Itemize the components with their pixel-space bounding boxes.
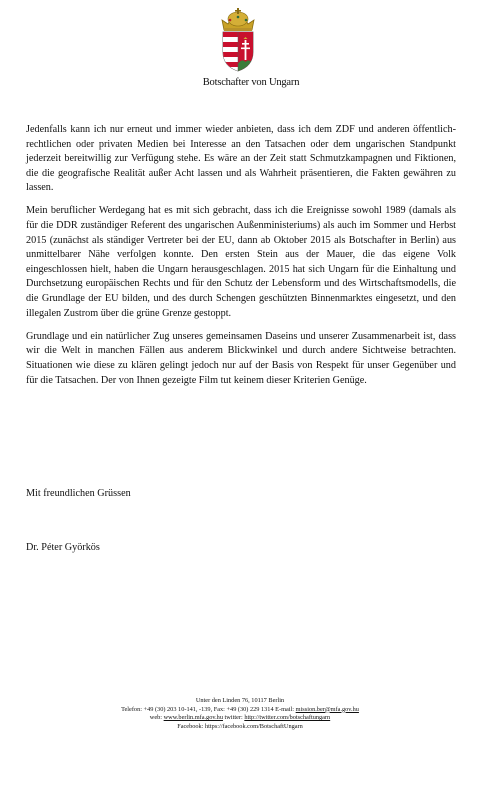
footer-twitter-label: twitter: — [222, 714, 245, 722]
footer — [0, 697, 480, 731]
footer-address: Unter den Linden 76, 10117 Berlin — [195, 697, 285, 704]
closing: Mit freundlichen Grüssen — [26, 488, 131, 499]
footer-email-link[interactable]: mission.ber@mfa.gov.hu — [295, 705, 359, 713]
footer-web-link[interactable]: www.berlin.mfa.gov.hu — [163, 714, 223, 722]
letter-body — [26, 123, 456, 397]
hungarian-coat-of-arms-icon — [216, 8, 260, 72]
signature: Dr. Péter Györkös — [26, 542, 100, 553]
footer-web-label: web: — [149, 714, 164, 722]
footer-contact — [0, 706, 480, 715]
footer-facebook: Facebook: https://facebook.com/BotschaftUngarn — [177, 722, 303, 730]
footer-web — [0, 714, 480, 723]
footer-phone-fax: Telefon: +49 (30) 203 10-141, -139, Fax: +49 (30) 229 1314 E-mail: — [121, 705, 296, 713]
paragraph-2: Mein beruflicher Werdegang hat es mit sich gebracht, dass ich die Ereignisse sowohl 1989 (damals als für die DDR zuständiger Referent des ungarischen Außenministeriums) als auch im Sommer und Herbst 2015 (zunächst als ständiger Vertreter bei der EU, dann ab Oktober 2015 als Botschafter in Berlin) aus unmittelbarer Nähe verfolgen konnte. Den ersten Stein aus der Mauer, die das eigene Volk eingeschlossen hielt, haben die Ungarn herausgeschlagen. 2015 hat sich Ungarn für die Einhaltung und Durchsetzung europäischen Rechts und für den Schutz der Lebensform und des Wirtschaftsmodells, die die Grundlage der EU bilden, und des durch Schengen geschützten Binnenmarktes eingesetzt, und den illegalen Zustrom über die grüne Grenze gestoppt. — [26, 205, 456, 319]
footer-twitter-link[interactable]: http://twitter.com/botschaftungarn — [244, 714, 331, 722]
paragraph-1: Jedenfalls kann ich nur erneut und immer wieder anbieten, dass ich dem ZDF und anderen öffentlich-rechtlichen oder privaten Medien bei Interesse an den Tatsachen oder dem ungarischen Standpunkt jederzeit bereitwillig zur Verfügung stehe. Es wäre an der Zeit statt Schmutzkampagnen und Fiktionen, die die geografische Realität außer Acht lassen und als Wahrheit präsentieren, die Fakten gewähren zu lassen. — [26, 124, 456, 194]
paragraph-3: Grundlage und ein natürlicher Zug unseres gemeinsamen Daseins und unserer Zusammenarbeit ist, dass wir die Welt in manchen Fällen aus anderem Blickwinkel und durch andere Sichtweise betrachten. Situationen wie diese zu klären gelingt jedoch nur auf der Basis von Respekt für unser Gegenüber und für die Tatsachen. Der von Ihnen gezeigte Film tut keinem dieser Kriterien Genüge. — [26, 330, 456, 386]
sender-title: Botschafter von Ungarn — [202, 77, 300, 88]
